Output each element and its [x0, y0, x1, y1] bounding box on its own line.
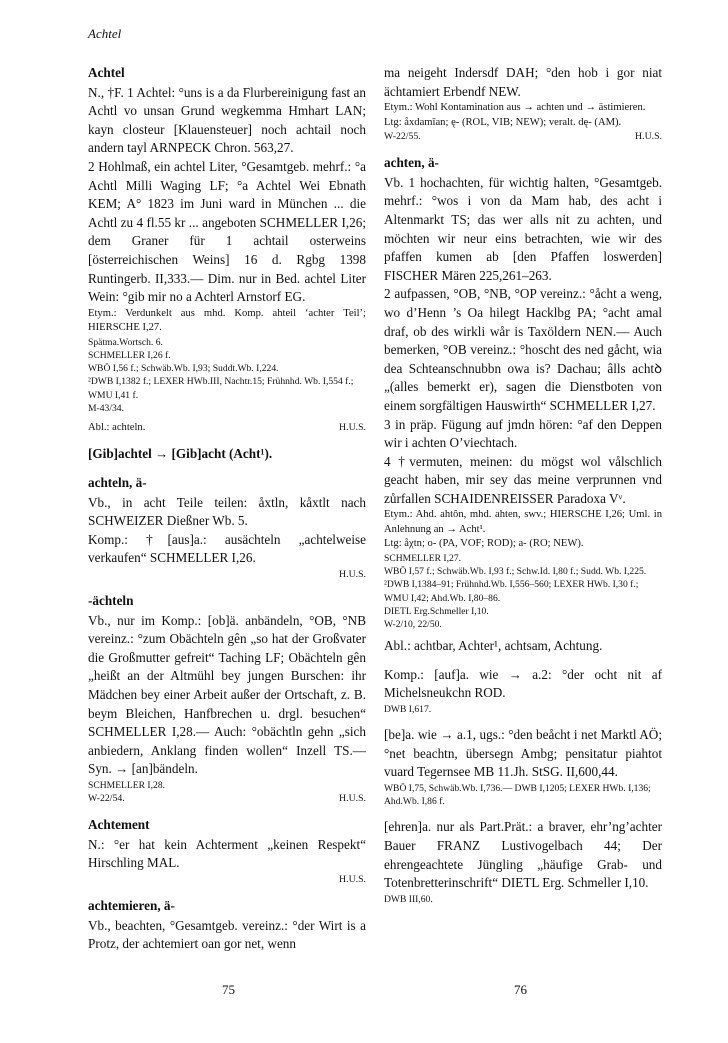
reference-line: ²DWB I,1384–91; Frühnhd.Wb. I,556–560; LEXER HWb. I,30 f.; WMU I,42; Ahd.Wb. I,80–86.: [384, 579, 639, 604]
author-signature: H.U.S.: [339, 569, 366, 580]
reference-line: SCHMELLER I,27.: [384, 552, 462, 564]
derivation: Abl.: achtbar, Achter¹, achtsam, Achtung.: [384, 638, 603, 654]
headword: [Gib]achtel → [Gib]acht (Acht¹).: [88, 446, 273, 462]
sense-2: 2 aufpassen, °OB, °NB, °OP vereinz.: °åcht a weng, wo d’Henn ’s Oa hilegt Hacklbg PA; °acht amal draf, ob des wirkli wår is Taxöldern NEN.— Auch bemerken, °OB vereinz.: °hoscht des ned gåcht, wia dea Schteanschnubbn owa is? Dachau; âlls achtꝺ „(alles bemerkt er), sagen die Dienstboten von einem sorgfältigen Hauswirth“ SCHMELLER I,27.: [384, 286, 662, 413]
right-column: [384, 64, 662, 916]
sense: Vb., in acht Teile teilen: åxtln, kåxtlt nach SCHWEIZER Dießner Wb. 5.: [88, 494, 366, 529]
reference-line: DIETL Erg.Schmeller I,10.: [384, 605, 489, 617]
reference-line: W-2/10, 22/50.: [384, 618, 442, 630]
entry-gibachtel: [88, 445, 366, 464]
author-signature: H.U.S.: [339, 793, 366, 805]
pronunciation: Ltg: åχtn; o- (PA, VOF; ROD); a- (RO; NEW).: [384, 538, 584, 550]
etymology: Etym.: Ahd. ahtôn, mhd. ahten, swv.; HIERSCHE I,26; Uml. in Anlehnung an → Acht¹.: [384, 509, 662, 535]
author-signature: H.U.S.: [635, 131, 662, 143]
sense-continued: ma neigeht Indersdf DAH; °den hob i gor niat ächtamiert Erbendf NEW.: [384, 65, 662, 99]
reference-line: WBÖ I,75, Schwäb.Wb. I,736.— DWB I,1205; LEXER HWb. I,136; Ahd.Wb. I,86 f.: [384, 782, 651, 808]
headword: Achtement: [88, 817, 150, 833]
reference-line: SCHMELLER I,26 f.: [88, 349, 171, 361]
reference-line: SCHMELLER I,28.: [88, 779, 166, 791]
reference-line: WBÖ I,56 f.; Schwäb.Wb. I,93; Suddt.Wb. I,224.: [88, 363, 279, 375]
headword: achten, ä-: [384, 155, 439, 171]
sense-1: N., †F. 1 Achtel: °uns is a da Flurbereinigung fast an Achtl vo unsan Grund wegkemma Hmhart LAN; kayn closteur [Klauensteuer] noch achtail noch andern tayl ARNPECK Chron. 563,27.: [88, 84, 366, 156]
reference-line: M-43/34.: [88, 402, 124, 414]
running-head: Achtel: [88, 26, 122, 41]
sense-4: 4 †vermuten, meinen: du mögst wol vålschlich geacht haben, mir sey das meine verprunnen vnd zůrfallen SCHAIDENREISSER Paradoxa Vᵛ.: [384, 453, 662, 506]
etymology: Etym.: Wohl Kontamination aus → achten und → ästimieren.: [384, 102, 646, 114]
sense-3: 3 in präp. Fügung auf jmdn hören: °af den Deppen wir i achten O’viechtach.: [384, 416, 662, 451]
author-signature: H.U.S.: [339, 873, 366, 885]
reference-line: DWB III,60.: [384, 893, 433, 905]
author-signature: H.U.S.: [339, 421, 366, 433]
reference-line: W-22/55.: [384, 131, 421, 143]
compound-be: [384, 726, 662, 808]
headword: achteln, ä-: [88, 475, 147, 491]
compound-auf: [384, 666, 662, 716]
sense: N.: °er hat kein Achterment „keinen Respekt“ Hirschling MAL.: [88, 836, 366, 871]
entry-achteln: [88, 474, 366, 582]
entry-achten: [384, 154, 662, 656]
entry-achtemieren: [88, 897, 366, 954]
page-number-left: 75: [222, 982, 235, 997]
sense: Vb., beachten, °Gesamtgeb. vereinz.: °der Wirt is a Protz, der achtemiert oan gor net, wenn: [88, 917, 366, 952]
sense: Vb., nur im Komp.: [ob]ä. anbändeln, °OB, °NB vereinz.: °zum Obächteln gên „so hat der Großvater die Großmutter gefreit“ Taching LF; Obächteln gên „heißt an der Altmühl bey jungen Burschen: ihr Mädchen bey einer Arbeit außer der Ortschaft, z. B. beym Bleichen, Hanfbrechen u. drgl. besuchen“ SCHMELLER I,28.— Auch: °obächtln gehn „sich anbiedern, Anklang finden wollen“ Inzell TS.— Syn. → [an]bändeln.: [88, 612, 366, 777]
headword: -ächteln: [88, 593, 134, 608]
reference-line: DWB I,617.: [384, 703, 432, 715]
left-column: [88, 64, 366, 964]
headword: achtemieren, ä-: [88, 897, 175, 913]
sense-1: Vb. 1 hochachten, für wichtig halten, °Gesamtgeb. mehrf.: °wos i von da Mam hab, des acht i Altenmarkt TS; das wer alls nit zu achten, und möchten wir neur eins betrachten, wie wir des pfaffen kumen ab [den Pfaffen loswerden] FISCHER Mären 225,261–263.: [384, 174, 662, 283]
reference-line: W-22/54.: [88, 793, 125, 805]
sense-2: 2 Hohlmaß, ein achtel Liter, °Gesamtgeb. mehrf.: °a Achtl Milli Waging LF; °a Achtel Wei Ebnath KEM; A° 1823 im Juni ward in München ... die Achtl zu 4 fl.55 kr ... angeboten SCHMELLER I,26; dem Graner für 1 achtail osterweins [österreichischen Weins] 16 d. Rgbg 1398 Runtingerb. II,333.— Dim. nur in Bed. achtel Liter Wein: °gib mir no a Achterl Arnstorf EG.: [88, 158, 366, 305]
compound: Komp.: [auf]a. wie → a.2: °der ocht nit af Michelsneukchn ROD.: [384, 666, 662, 701]
compound: [ehren]a. nur als Part.Prät.: a braver, ehr’ng’achter Bauer FRANZ Lustivogelbach 44; Der ehrengeachtete Jüngling „häufige Grab- und Totenbretterinschrift“ DIETL Erg. Schmeller I,10.: [384, 819, 662, 891]
entry-achtemieren-cont: [384, 64, 662, 144]
entry-aechteln: [88, 592, 366, 806]
compound-ehren: [384, 818, 662, 906]
derivation: Abl.: achteln.: [88, 421, 146, 433]
entry-achtel: [88, 64, 366, 435]
reference-line: ²DWB I,1382 f.; LEXER HWb.III, Nachtr.15; Frühnhd. Wb. I,554 f.; WMU I,41 f.: [88, 376, 354, 401]
page-number-right: 76: [514, 982, 527, 997]
headword: Achtel: [88, 65, 125, 80]
reference-line: WBÖ I,57 f.; Schwäb.Wb. I,93 f.; Schw.Id. I,80 f.; Sudd. Wb. I,225.: [384, 566, 647, 578]
reference-line: Spätma.Wortsch. 6.: [88, 336, 163, 348]
etymology: Etym.: Verdunkelt aus mhd. Komp. ahteil ‘achter Teil’; HIERSCHE I,27.: [88, 307, 366, 334]
pronunciation: Ltg: åxdamīan; ę- (ROL, VIB; NEW); veralt. dę- (AM).: [384, 116, 622, 128]
entry-achtement: [88, 816, 366, 887]
abl-row: [88, 421, 366, 436]
compound: Komp.: †[aus]a.: ausächteln „achtelweise verkaufen“ SCHMELLER I,26.: [88, 531, 366, 566]
compound: [be]a. wie → a.1, ugs.: °den beåcht i net Marktl AÖ; °net beachtn, übersegn Ambg; pensitatur piahtot vuard Tegernsee MB 11.Jh. StSG. II,600,44.: [384, 727, 662, 780]
